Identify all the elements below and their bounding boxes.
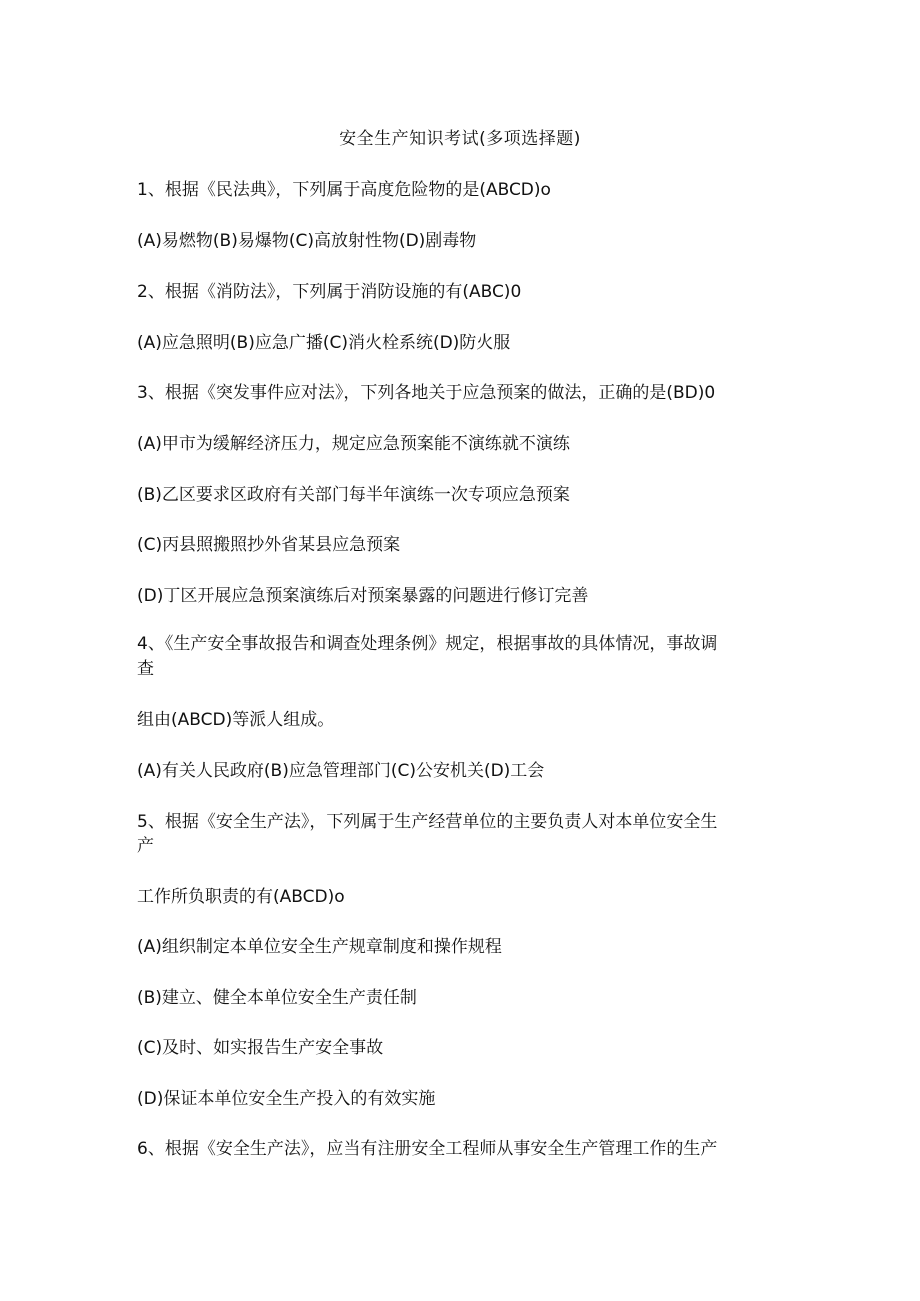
question-5-option-a: (A)组织制定本单位安全生产规章制度和操作规程 <box>137 937 502 957</box>
question-3-text: 3、根据《突发事件应对法》，下列各地关于应急预案的做法，正确的是(BD)0 <box>137 383 716 403</box>
question-5-text-line-3: 工作所负职责的有(ABCD)o <box>137 887 345 907</box>
question-2-text: 2、根据《消防法》，下列属于消防设施的有(ABC)0 <box>137 282 522 302</box>
question-1-options: (A)易燃物(B)易爆物(C)高放射性物(D)剧毒物 <box>137 231 477 251</box>
question-5-option-b: (B)建立、健全本单位安全生产责任制 <box>137 988 417 1008</box>
question-5-text-line-2: 产 <box>137 836 154 856</box>
question-6-text-line-1: 6、根据《安全生产法》，应当有注册安全工程师从事安全生产管理工作的生产 <box>137 1139 718 1159</box>
question-5-option-c: (C)及时、如实报告生产安全事故 <box>137 1038 384 1058</box>
question-5-text-line-1: 5、根据《安全生产法》，下列属于生产经营单位的主要负责人对本单位安全生 <box>137 812 718 832</box>
question-3-option-a: (A)甲市为缓解经济压力，规定应急预案能不演练就不演练 <box>137 434 570 454</box>
question-3-option-b: (B)乙区要求区政府有关部门每半年演练一次专项应急预案 <box>137 485 570 505</box>
question-4-text-line-1: 4、《生产安全事故报告和调查处理条例》规定，根据事故的具体情况，事故调 <box>137 634 718 654</box>
question-1-text: 1、根据《民法典》，下列属于高度危险物的是(ABCD)o <box>137 180 551 200</box>
question-4-text-line-2: 查 <box>137 659 154 679</box>
question-3-option-d: (D)丁区开展应急预案演练后对预案暴露的问题进行修订完善 <box>137 586 589 606</box>
question-3-option-c: (C)丙县照搬照抄外省某县应急预案 <box>137 535 401 555</box>
question-5-option-d: (D)保证本单位安全生产投入的有效实施 <box>137 1089 436 1109</box>
document-title: 安全生产知识考试(多项选择题) <box>339 129 581 149</box>
question-4-options: (A)有关人民政府(B)应急管理部门(C)公安机关(D)工会 <box>137 761 545 781</box>
question-4-text-line-3: 组由(ABCD)等派人组成。 <box>137 710 335 730</box>
question-2-options: (A)应急照明(B)应急广播(C)消火栓系统(D)防火服 <box>137 333 511 353</box>
